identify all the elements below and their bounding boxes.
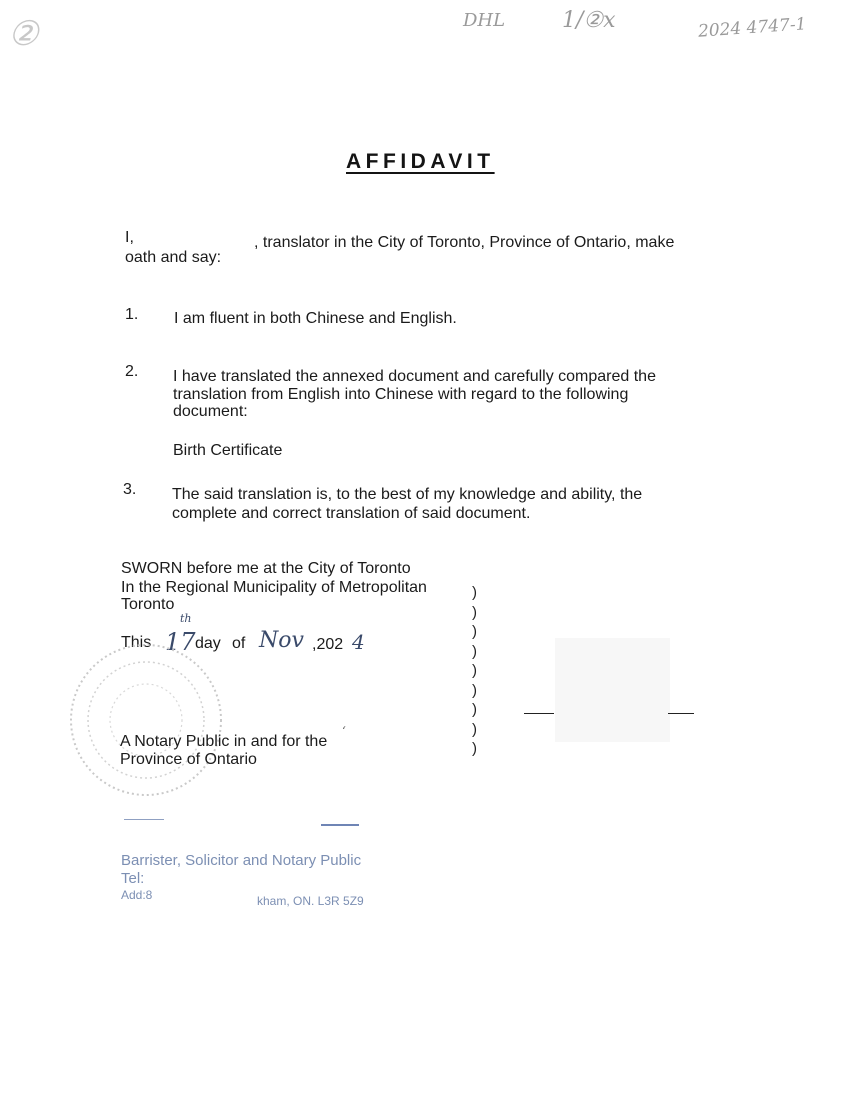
item-3-line-1: The said translation is, to the best of my knowledge and ability, the	[172, 486, 643, 503]
item-2-number: 2.	[125, 363, 139, 380]
item-1-number: 1.	[125, 306, 139, 323]
redacted-signature-area	[555, 638, 670, 742]
intro-line-2: oath and say:	[125, 249, 222, 266]
closing-parentheses: ) ) ) ) ) ) ) ) )	[472, 584, 477, 757]
sworn-of-label: of	[232, 635, 246, 652]
signature-line-left	[524, 713, 554, 714]
sworn-day-value: 17	[165, 628, 196, 656]
sworn-year-digit: 4	[352, 630, 365, 654]
notary-line-1: A Notary Public in and for the	[120, 733, 328, 750]
stamp-title: Barrister, Solicitor and Notary Public	[121, 852, 362, 869]
item-3-number: 3.	[123, 481, 137, 498]
notary-tick: ‘	[342, 724, 346, 738]
sworn-day-label: day	[195, 635, 221, 652]
item-1-text: I am fluent in both Chinese and English.	[174, 310, 457, 327]
sworn-line-1: SWORN before me at the City of Toronto	[121, 560, 411, 577]
intro-line-1: , translator in the City of Toronto, Province of Ontario, make	[254, 234, 675, 251]
stamp-rule-left	[124, 819, 164, 820]
notary-seal	[56, 640, 236, 800]
stamp-address-tail: kham, ON. L3R 5Z9	[257, 894, 364, 908]
item-2-subject: Birth Certificate	[173, 442, 283, 459]
sworn-line-2: In the Regional Municipality of Metropolitan	[121, 579, 427, 596]
handwritten-mark: 1/②x	[562, 8, 616, 33]
intro-lead: I,	[125, 229, 134, 246]
sworn-month-value: Nov	[259, 628, 304, 653]
stamp-tel-label: Tel:	[121, 870, 145, 887]
notary-line-2: Province of Ontario	[120, 751, 257, 768]
item-2-line-3: document:	[173, 403, 248, 420]
sworn-this-label: This	[121, 634, 152, 651]
handwritten-code: DHL	[463, 10, 506, 31]
item-2-line-1: I have translated the annexed document and carefully compared the	[173, 368, 656, 385]
stamp-add-label: Add:8	[121, 888, 153, 902]
signature-line-right	[668, 713, 694, 714]
handwritten-reference: 2024 4747-1	[697, 14, 808, 42]
document-title: AFFIDAVIT	[346, 150, 495, 173]
sworn-day-suffix: th	[180, 612, 192, 625]
sworn-line-3: Toronto	[121, 596, 175, 613]
stamp-rule-right	[321, 824, 359, 826]
corner-circled-mark: ②	[8, 14, 39, 54]
item-2-line-2: translation from English into Chinese with regard to the following	[173, 386, 629, 403]
sworn-year-prefix: ,202	[312, 636, 344, 653]
item-3-line-2: complete and correct translation of said document.	[172, 505, 531, 522]
